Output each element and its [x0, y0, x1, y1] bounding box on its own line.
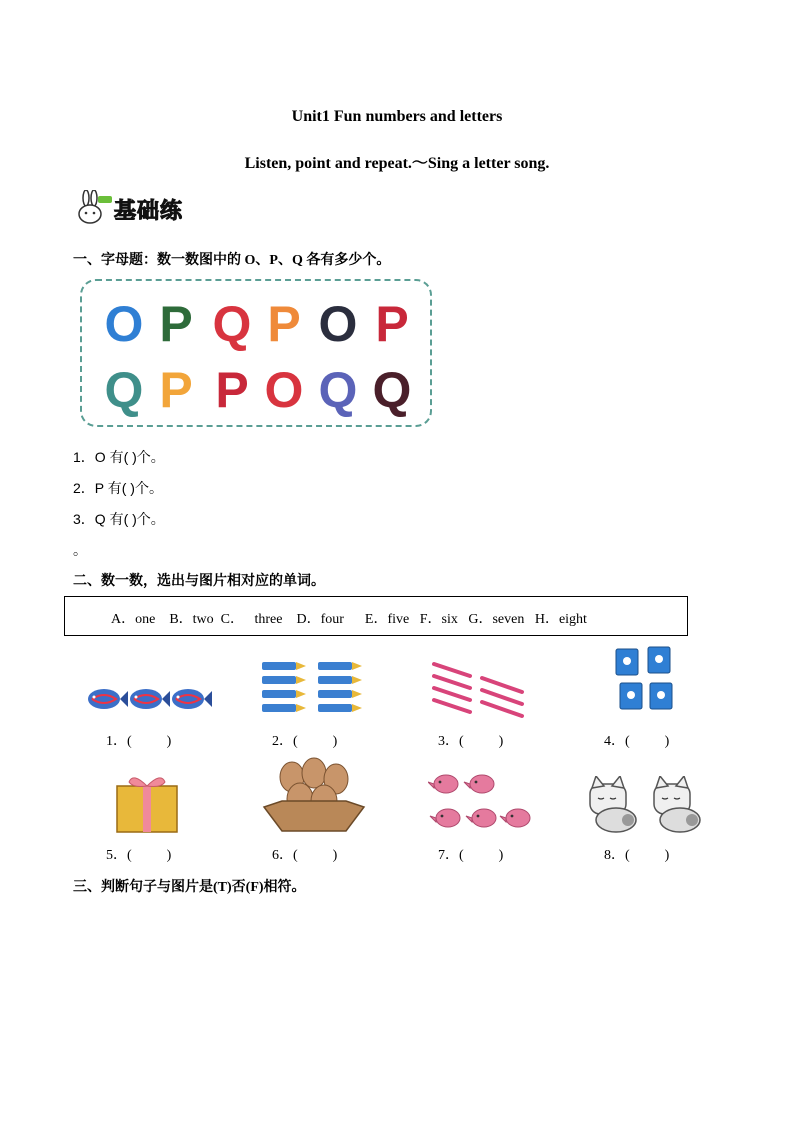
answer-5[interactable]: 5．( ): [106, 848, 172, 863]
letter-o-r1c5: O: [318, 296, 358, 352]
letter-box: [80, 279, 432, 427]
section-badge: [72, 190, 202, 226]
rabbit-icon: [72, 190, 116, 226]
answer-1[interactable]: 1．( ): [106, 734, 172, 749]
fish-icon: [88, 689, 128, 709]
letter-q-r1c3: Q: [212, 296, 252, 352]
pencils-picture: [430, 660, 530, 720]
letter-p-r1c2: P: [159, 296, 193, 352]
gift-picture: [113, 772, 181, 836]
letter-p-r1c6: P: [375, 296, 409, 352]
section1-heading: 一、字母题：数一数图中的 O、P、Q 各有多少个。: [73, 253, 391, 268]
fish-picture: [84, 684, 214, 714]
question-p: 2．P 有( )个。: [73, 480, 163, 496]
letter-q-r2c1: Q: [104, 362, 144, 418]
answer-4[interactable]: 4．( ): [604, 734, 670, 749]
letter-q-r2c6: Q: [372, 362, 412, 418]
letter-o-r2c4: O: [264, 362, 304, 418]
badge-label: 基础练: [114, 199, 184, 224]
letter-p-r2c2: P: [159, 362, 193, 418]
section2-heading: 二、数一数，选出与图片相对应的单词。: [73, 574, 325, 589]
question-o: 1．O 有( )个。: [73, 449, 165, 465]
trailing-mark: 。: [73, 542, 87, 558]
letter-p-r2c3: P: [215, 362, 249, 418]
books-picture: [612, 645, 676, 713]
question-q: 3．Q 有( )个。: [73, 511, 165, 527]
answer-7[interactable]: 7．( ): [438, 848, 504, 863]
word-options-box: [64, 596, 688, 636]
pens-picture: [260, 660, 366, 720]
document-title: Unit1 Fun numbers and letters: [291, 108, 503, 125]
letter-p-r1c4: P: [267, 296, 301, 352]
answer-6[interactable]: 6．( ): [272, 848, 338, 863]
cats-picture: [584, 776, 708, 834]
answer-2[interactable]: 2．( ): [272, 734, 338, 749]
section3-heading: 三、判断句子与图片是(T)否(F)相符。: [73, 880, 306, 895]
answer-8[interactable]: 8．( ): [604, 848, 670, 863]
eggs-picture: [262, 755, 366, 835]
birds-picture: [428, 772, 532, 834]
answer-3[interactable]: 3．( ): [438, 734, 504, 749]
letter-o-r1c1: O: [104, 296, 144, 352]
document-subtitle: Listen, point and repeat.～Sing a letter song.: [244, 155, 550, 172]
word-options: A．one B．two C． three D．four E．five F．six G．seven H．eight: [111, 612, 587, 627]
letter-q-r2c5: Q: [318, 362, 358, 418]
